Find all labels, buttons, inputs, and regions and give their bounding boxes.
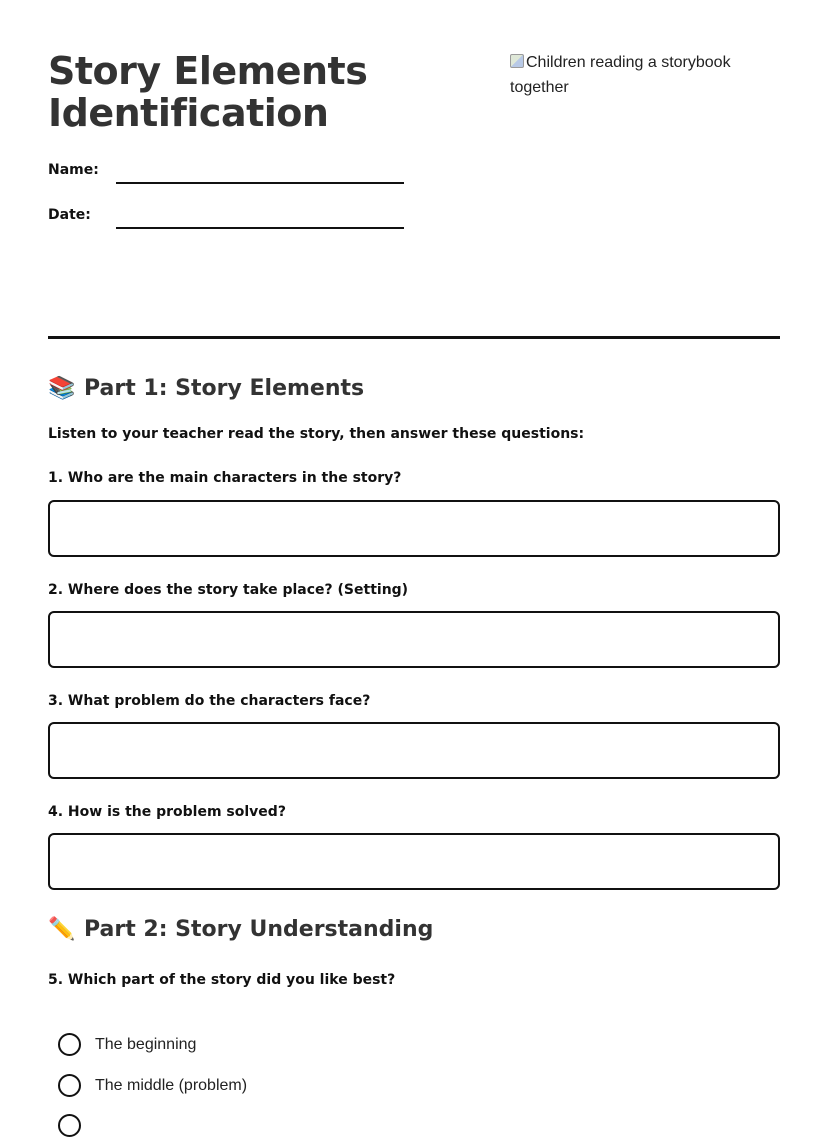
date-field [48, 205, 408, 229]
name-field [48, 160, 408, 184]
question-4: 4. How is the problem solved? [48, 804, 286, 820]
radio-button[interactable] [58, 1033, 81, 1056]
choice-label: The middle (problem) [95, 1077, 248, 1094]
part1-heading [48, 375, 364, 403]
broken-image-icon [510, 54, 524, 68]
section-divider [48, 336, 780, 339]
part2-heading [48, 916, 433, 944]
radio-button[interactable] [58, 1114, 81, 1137]
question-2: 2. Where does the story take place? (Setting) [48, 582, 409, 598]
question-3: 3. What problem do the characters face? [48, 693, 371, 709]
pencil-icon: ✏️ [48, 917, 76, 942]
name-label: Name: [48, 162, 99, 178]
radio-button[interactable] [58, 1074, 81, 1097]
date-line[interactable] [116, 227, 404, 229]
hero-image-alt-text: Children reading a storybook together [510, 54, 731, 96]
choice-middle[interactable] [58, 1074, 458, 1098]
part1-heading-text: Part 1: Story Elements [84, 376, 365, 401]
date-label: Date: [48, 207, 91, 223]
part2-heading-text: Part 2: Story Understanding [84, 917, 434, 942]
hero-image [510, 50, 770, 100]
choice-beginning[interactable] [58, 1033, 458, 1057]
name-line[interactable] [116, 182, 404, 184]
question-5: 5. Which part of the story did you like best? [48, 972, 396, 988]
answer-box-1[interactable] [48, 500, 780, 557]
answer-box-2[interactable] [48, 611, 780, 668]
question-1: 1. Who are the main characters in the story? [48, 470, 402, 486]
part1-instruction: Listen to your teacher read the story, then answer these questions: [48, 426, 585, 442]
answer-box-3[interactable] [48, 722, 780, 779]
books-icon: 📚 [48, 376, 76, 401]
answer-box-4[interactable] [48, 833, 780, 890]
choice-label: The beginning [95, 1036, 197, 1053]
worksheet-title: Story Elements Identification [48, 49, 368, 135]
